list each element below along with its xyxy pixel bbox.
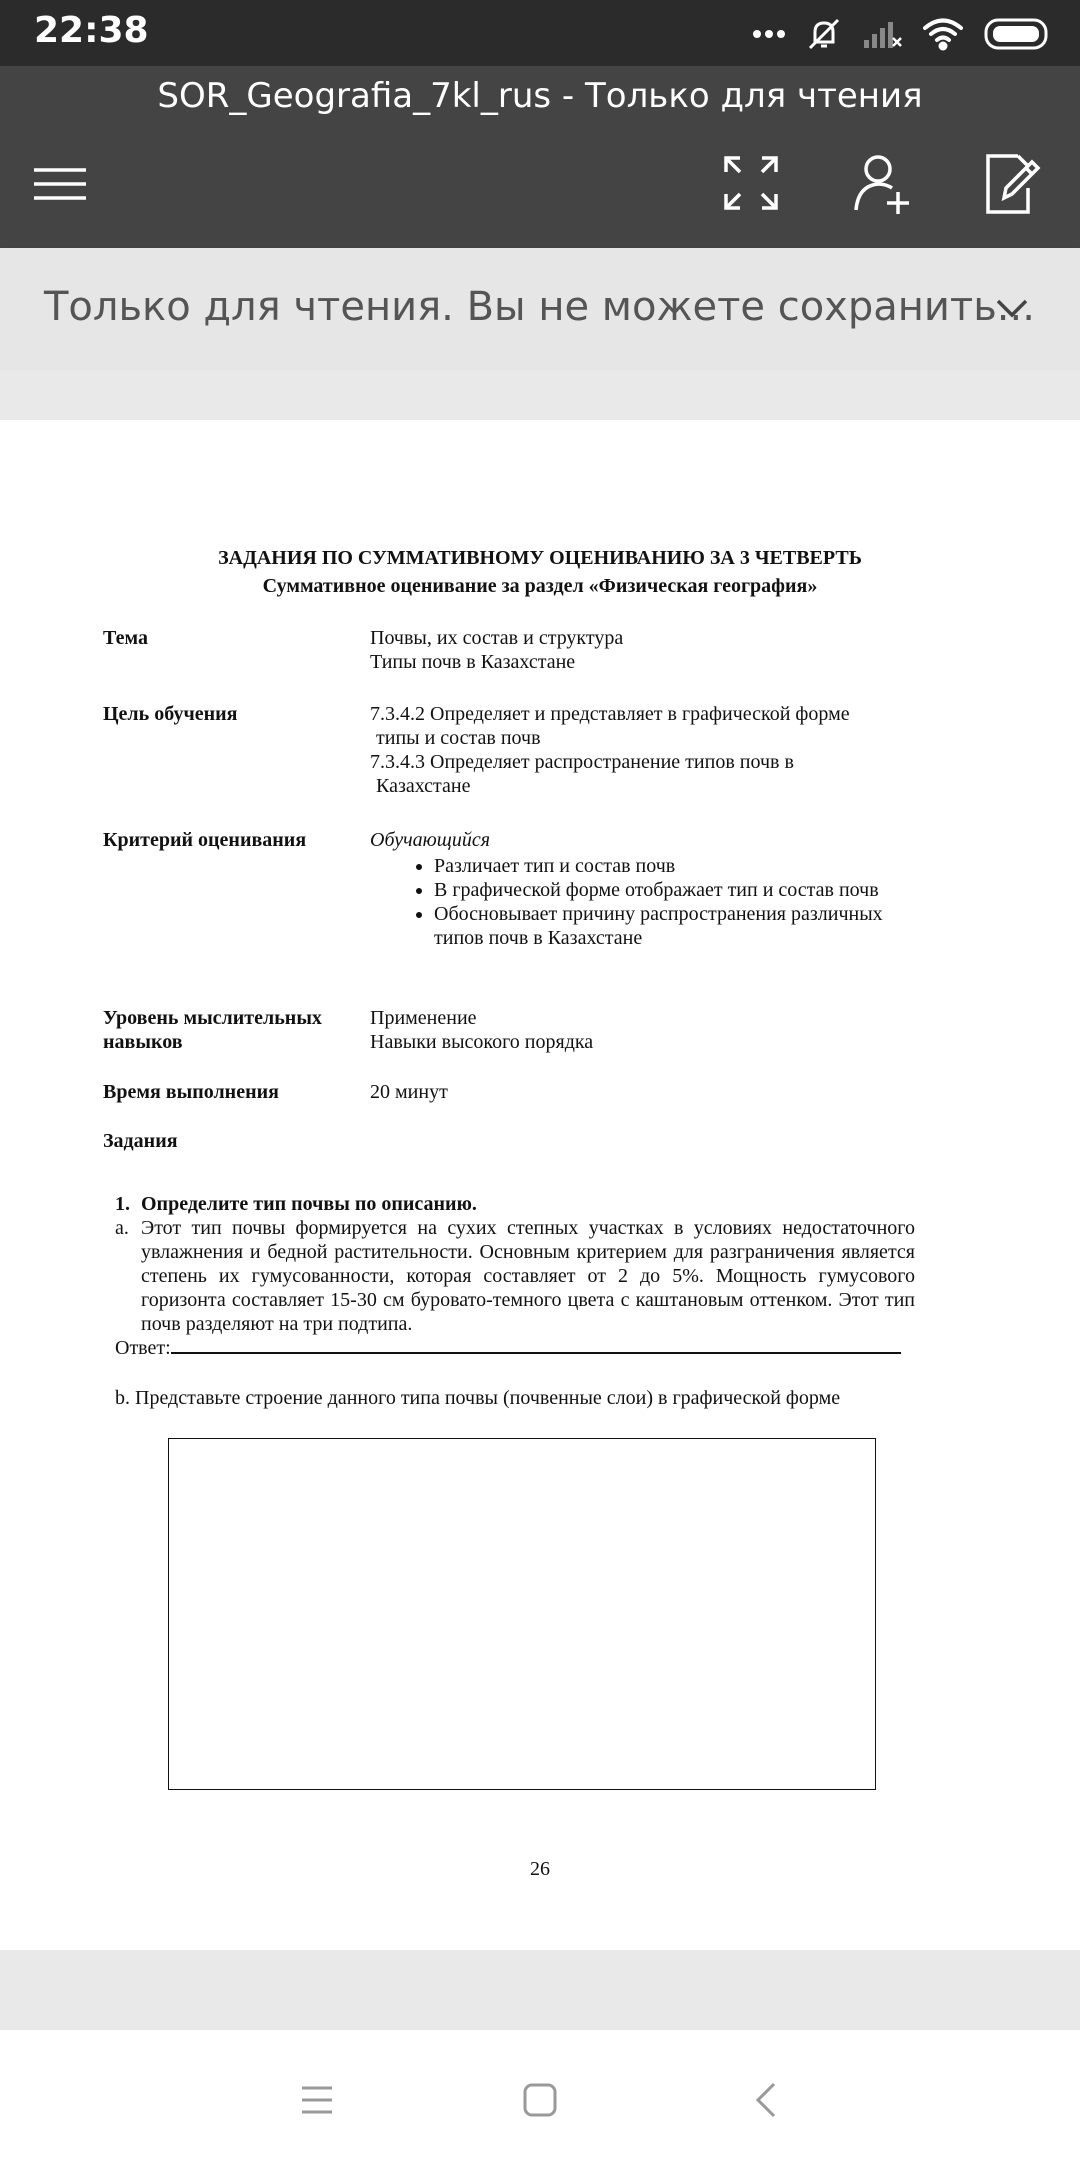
task-1-b: b. Представьте строение данного типа почвы (почвенные слои) в графической форме [115, 1387, 841, 1409]
thinking-level-label [103, 1006, 358, 1054]
goal-line: 7.3.4.3 Определяет распространение типов почв в [370, 751, 794, 773]
tasks-label: Задания [103, 1130, 178, 1152]
task-1-a-marker: a. [115, 1217, 129, 1239]
thinking-level-line: Применение [370, 1007, 477, 1029]
goal-label: Цель обучения [103, 703, 238, 725]
topic-value [370, 626, 910, 674]
share-button[interactable] [852, 152, 914, 216]
signal-icon [862, 18, 902, 50]
back-icon [738, 2070, 798, 2130]
answer-label: Ответ: [115, 1337, 171, 1359]
time-label: Время выполнения [103, 1081, 279, 1103]
task-1-a-text: Этот тип почвы формируется на сухих степных участках в условиях недостаточного увлажнения и бедной растительности. Основным критерием для разграничения является степень их гумусованности, которая составляет от 2 до 5%. Мощность гумусового горизонта составляет 15-30 см буровато-темного цвета с каштановым оттенком. Этот тип почв разделяют на три подтипа. [141, 1217, 915, 1335]
criteria-list [370, 854, 910, 950]
page-number: 26 [530, 1858, 550, 1880]
wifi-icon [922, 17, 964, 51]
more-dots-icon [752, 29, 786, 39]
app-bar [0, 66, 1080, 248]
fullscreen-button[interactable] [722, 154, 780, 212]
thinking-level-line: Навыки высокого порядка [370, 1031, 594, 1053]
criteria-item: • Различает тип и состав почв [434, 854, 910, 878]
answer-field[interactable] [115, 1336, 915, 1360]
goal-value [370, 702, 910, 798]
criteria-label: Критерий оценивания [103, 829, 307, 851]
document-page [0, 420, 1080, 1950]
thinking-level-value [370, 1006, 910, 1054]
back-button[interactable] [738, 2070, 798, 2130]
status-icons [752, 12, 1052, 56]
readonly-banner-text: Только для чтения. Вы не можете сохранить... [44, 284, 1035, 330]
goal-line: Казахстане [376, 775, 471, 797]
readonly-banner[interactable] [0, 248, 1080, 370]
fullscreen-icon [722, 154, 780, 212]
status-bar [0, 0, 1080, 66]
readonly-banner-expand-button[interactable] [988, 284, 1036, 332]
menu-icon [30, 156, 90, 212]
topic-label: Тема [103, 627, 148, 649]
recent-apps-icon [286, 2070, 346, 2130]
document-title: SOR_Geografia_7kl_rus - Только для чтения [157, 76, 923, 116]
recent-apps-button[interactable] [286, 2070, 346, 2130]
criteria-item: • В графической форме отображает тип и состав почв [434, 878, 910, 902]
document-viewport[interactable] [0, 370, 1080, 2030]
criteria-value [370, 828, 910, 950]
task-1 [115, 1192, 915, 1360]
answer-line [171, 1338, 901, 1354]
criteria-subject: Обучающийся [370, 829, 491, 851]
criteria-item: • Обосновывает причину распространения различных типов почв в Казахстане [434, 902, 910, 950]
share-person-icon [852, 152, 914, 216]
task-1-title-text: Определите тип почвы по описанию. [141, 1193, 477, 1215]
heading-line-2: Суммативное оценивание за раздел «Физическая география» [262, 575, 818, 597]
home-button[interactable] [510, 2070, 570, 2130]
time-value: 20 минут [370, 1081, 448, 1103]
status-time: 22:38 [34, 10, 149, 51]
topic-line: Типы почв в Казахстане [370, 651, 576, 673]
task-1-number: 1. [115, 1193, 130, 1215]
thinking-level-label-line: Уровень мыслительных [103, 1007, 322, 1029]
thinking-level-label-line: навыков [103, 1031, 183, 1053]
task-1-a [115, 1216, 915, 1336]
battery-icon [984, 17, 1052, 51]
menu-button[interactable] [30, 156, 90, 212]
chevron-down-icon [988, 284, 1036, 332]
navigation-bar [0, 2030, 1080, 2160]
heading-line-1: ЗАДАНИЯ ПО СУММАТИВНОМУ ОЦЕНИВАНИЮ ЗА 3 ЧЕТВЕРТЬ [218, 547, 862, 569]
edit-button[interactable] [982, 152, 1042, 216]
mute-icon [806, 16, 842, 52]
edit-icon [982, 152, 1042, 216]
drawing-box [168, 1438, 876, 1790]
topic-line: Почвы, их состав и структура [370, 627, 624, 649]
page-heading [0, 544, 1080, 600]
task-1-title [115, 1192, 915, 1216]
goal-line: 7.3.4.2 Определяет и представляет в графической форме [370, 703, 850, 725]
goal-line: типы и состав почв [376, 727, 541, 749]
home-icon [510, 2070, 570, 2130]
